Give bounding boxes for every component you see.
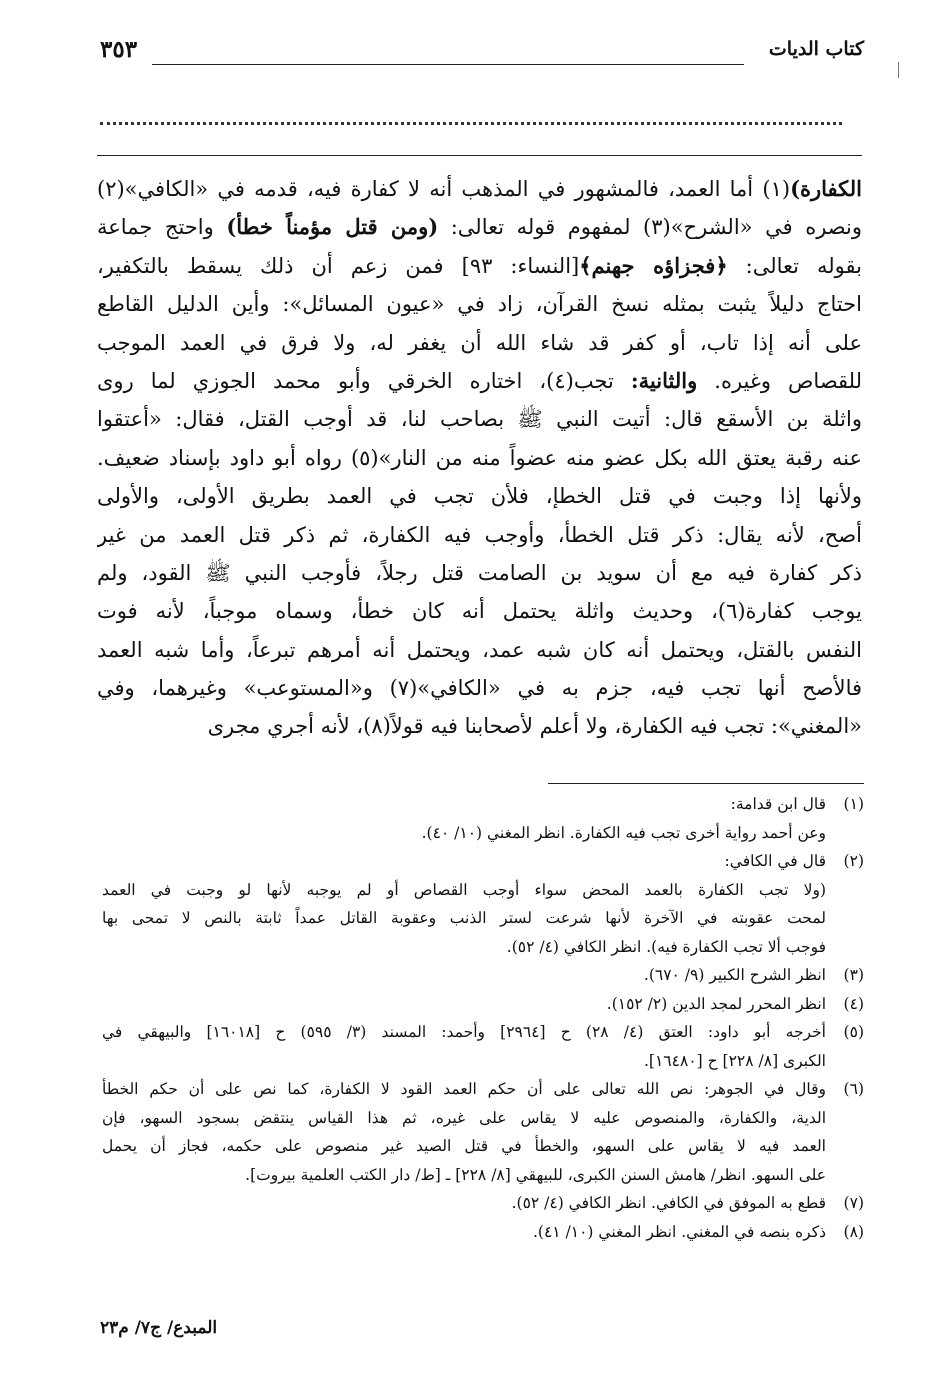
- footnote-text: فوجب ألا تجب الكفارة فيه). انظر الكافي (٤/ ٥٢).: [506, 937, 826, 956]
- text-segment: بقوله تعالى:: [727, 253, 862, 278]
- top-rule: [97, 155, 862, 156]
- running-header: [100, 38, 864, 72]
- footnote-text: قال في الكافي:: [724, 852, 826, 870]
- footnote-line: [102, 1218, 864, 1247]
- text-segment: (١) أما العمد، فالمشهور في المذهب أنه لا كفارة فيه، قدمه في «الكافي»(٢): [97, 177, 791, 201]
- footnote-line: [102, 790, 864, 819]
- dotted-separator: [100, 122, 842, 125]
- footnote-text: الدية، والكفارة، والمنصوص عليه لا يقاس على غيره، ثم هذا القياس ينتقض بسجود السهو، فإن: [102, 1108, 826, 1127]
- text-segment: أصح، لأنه يقال: ذكر قتل الخطأ، وأوجب فيه الكفارة، ثم ذكر قتل العمد من غير: [97, 522, 862, 547]
- bold-text-segment: (ومن قتل مؤمناً خطأ): [226, 214, 439, 240]
- footnote-number: (٣): [843, 966, 864, 984]
- footnote-line: [102, 904, 864, 933]
- page-number: ٣٥٣: [100, 36, 138, 63]
- text-segment: فالأصح أنها تجب فيه، جزم به في «الكافي»(٧) و«المستوعب» وغيرهما، وفي: [97, 676, 862, 701]
- text-line: [97, 285, 862, 323]
- footnote-rule: [548, 783, 864, 784]
- text-segment: النفس بالقتل، ويحتمل أنه كان شبه عمد، ويحتمل أنه أمرهم تبرعاً، وأما شبه العمد: [97, 637, 862, 662]
- footnote-text: انظر الشرح الكبير (٩/ ٦٧٠).: [643, 966, 826, 984]
- footnote-text: أخرجه أبو داود: العتق (٤/ ٢٨) ح [٢٩٦٤] وأحمد: المسند (٣/ ٥٩٥) ح [١٦٠١٨] والبيهقي في: [102, 1023, 826, 1041]
- footnote-line: [102, 1018, 864, 1047]
- footnote-text: (ولا تجب الكفارة بالعمد المحض سواء أوجب القصاص أو لم يوجبه لأنها لو وجبت في العمد: [102, 880, 826, 899]
- footnote-text: قال ابن قدامة:: [730, 795, 826, 813]
- text-line: [97, 554, 862, 592]
- chapter-title: كتاب الديات: [768, 38, 864, 60]
- text-line: [97, 439, 862, 477]
- text-line: [97, 247, 862, 285]
- footnote-line: [102, 933, 864, 962]
- text-line: [97, 400, 862, 438]
- text-line: [97, 669, 862, 707]
- text-segment: احتاج دليلاً يثبت بمثله نسخ القرآن، زاد في «عيون المسائل»: وأين الدليل القاطع: [97, 292, 862, 317]
- footnote-text: لمحت عقوبته في الآخرة لأنها شرعت لستر الذنب وعقوبة القاتل عمداً ثابتة بالنص لا تمحى بها: [102, 909, 826, 927]
- footnote-line: [102, 1104, 864, 1133]
- bold-text-segment: الكفارة): [790, 176, 862, 201]
- text-segment: عنه رقبة يعتق الله بكل عضو منه عضواً منه من النار»(٥) رواه أبو داود بإسناد ضعيف.: [97, 445, 862, 470]
- text-line: [97, 516, 862, 554]
- text-line: [97, 324, 862, 362]
- footnote-line: [102, 1075, 864, 1104]
- text-line: [97, 208, 862, 246]
- text-segment: تجب(٤)، اختاره الخرقي وأبو محمد الجوزي لما روى: [97, 368, 631, 393]
- text-segment: ولأنها إذا وجبت في قتل الخطإ، فلأن تجب في العمد بطريق الأولى، والأولى: [97, 484, 862, 509]
- text-line: [97, 707, 862, 745]
- text-line: [97, 592, 862, 630]
- footnote-number: (١): [843, 795, 864, 813]
- footnote-text: وقال في الجوهر: نص الله تعالى على أن حكم العمد القود لا الكفارة، كما نص على أن حكم الخطأ: [102, 1080, 826, 1098]
- text-segment: يوجب كفارة(٦)، وحديث واثلة يحتمل أنه كان خطأ، وسماه موجباً، لأنه فوت: [97, 599, 862, 624]
- footnote-number: (٨): [843, 1222, 864, 1241]
- footnote-line: [102, 1132, 864, 1161]
- footnote-number: (٧): [843, 1194, 864, 1212]
- text-line: [97, 362, 862, 400]
- header-rule: [152, 64, 744, 65]
- text-segment: «المغني»: تجب فيه الكفارة، ولا أعلم لأصحابنا فيه قولاً(٨)، لأنه أجري مجرى: [207, 714, 862, 739]
- text-segment: [النساء: ٩٣] فمن زعم أن ذلك يسقط بالتكفير،: [97, 253, 580, 278]
- footnote-text: قطع به الموفق في الكافي. انظر الكافي (٤/ ٥٢).: [511, 1194, 826, 1212]
- text-segment: على أنه إذا تاب، أو كفر قد شاء الله أن يغفر له، ولا فرق في العمد الموجب: [97, 330, 862, 355]
- text-segment: للقصاص وغيره.: [697, 368, 862, 393]
- text-segment: ذكر كفارة فيه مع أن سويد بن الصامت قتل رجلاً، فأوجب النبي ﷺ القود، ولم: [97, 560, 862, 585]
- footnote-text: على السهو. انظر/ هامش السنن الكبرى، للبيهقي [٨/ ٢٢٨] ـ [ط/ دار الكتب العلمية بيروت].: [245, 1165, 826, 1184]
- footnote-line: [102, 1161, 864, 1190]
- footnote-line: [102, 876, 864, 905]
- text-segment: واحتج جماعة: [97, 215, 227, 240]
- bold-text-segment: ﴿فجزاؤه جهنم﴾: [579, 252, 728, 278]
- bold-text-segment: والثانية:: [630, 367, 698, 393]
- footnote-text: ذكره بنصه في المغني. انظر المغني (١٠/ ٤١).: [532, 1222, 826, 1241]
- text-line: [97, 631, 862, 669]
- text-line: [97, 170, 862, 208]
- footnote-number: (٤): [843, 994, 864, 1013]
- footnote-text: الكبرى [٨/ ٢٢٨] ح [١٦٤٨٠].: [644, 1051, 826, 1070]
- footnote-number: (٦): [843, 1080, 864, 1098]
- footnote-text: وعن أحمد رواية أخرى تجب فيه الكفارة. انظر المغني (١٠/ ٤٠).: [421, 823, 826, 842]
- footnote-text: انظر المحرر لمجد الدين (٢/ ١٥٢).: [606, 994, 826, 1013]
- footnote-line: [102, 1047, 864, 1076]
- footnotes: [102, 790, 864, 1246]
- footnote-line: [102, 990, 864, 1019]
- footnote-line: [102, 961, 864, 990]
- footnote-number: (٢): [843, 852, 864, 870]
- text-segment: واثلة بن الأسقع قال: أتيت النبي ﷺ بصاحب لنا، قد أوجب القتل، فقال: «أعتقوا: [97, 407, 862, 432]
- footnote-line: [102, 1189, 864, 1218]
- footnote-text: العمد فيه لا يقاس على السهو، والخطأ في قتل الصيد غير منصوص على حكمه، فجاز أن يحمل: [102, 1137, 826, 1155]
- text-line: [97, 477, 862, 515]
- text-segment: ونصره في «الشرح»(٣) لمفهوم قوله تعالى:: [438, 215, 862, 240]
- footnote-line: [102, 819, 864, 848]
- margin-mark: [898, 62, 899, 78]
- footnote-number: (٥): [843, 1023, 864, 1041]
- main-text: [97, 170, 862, 746]
- footnote-line: [102, 847, 864, 876]
- signature-mark: المبدع/ ج٧/ م٢٣: [100, 1318, 218, 1338]
